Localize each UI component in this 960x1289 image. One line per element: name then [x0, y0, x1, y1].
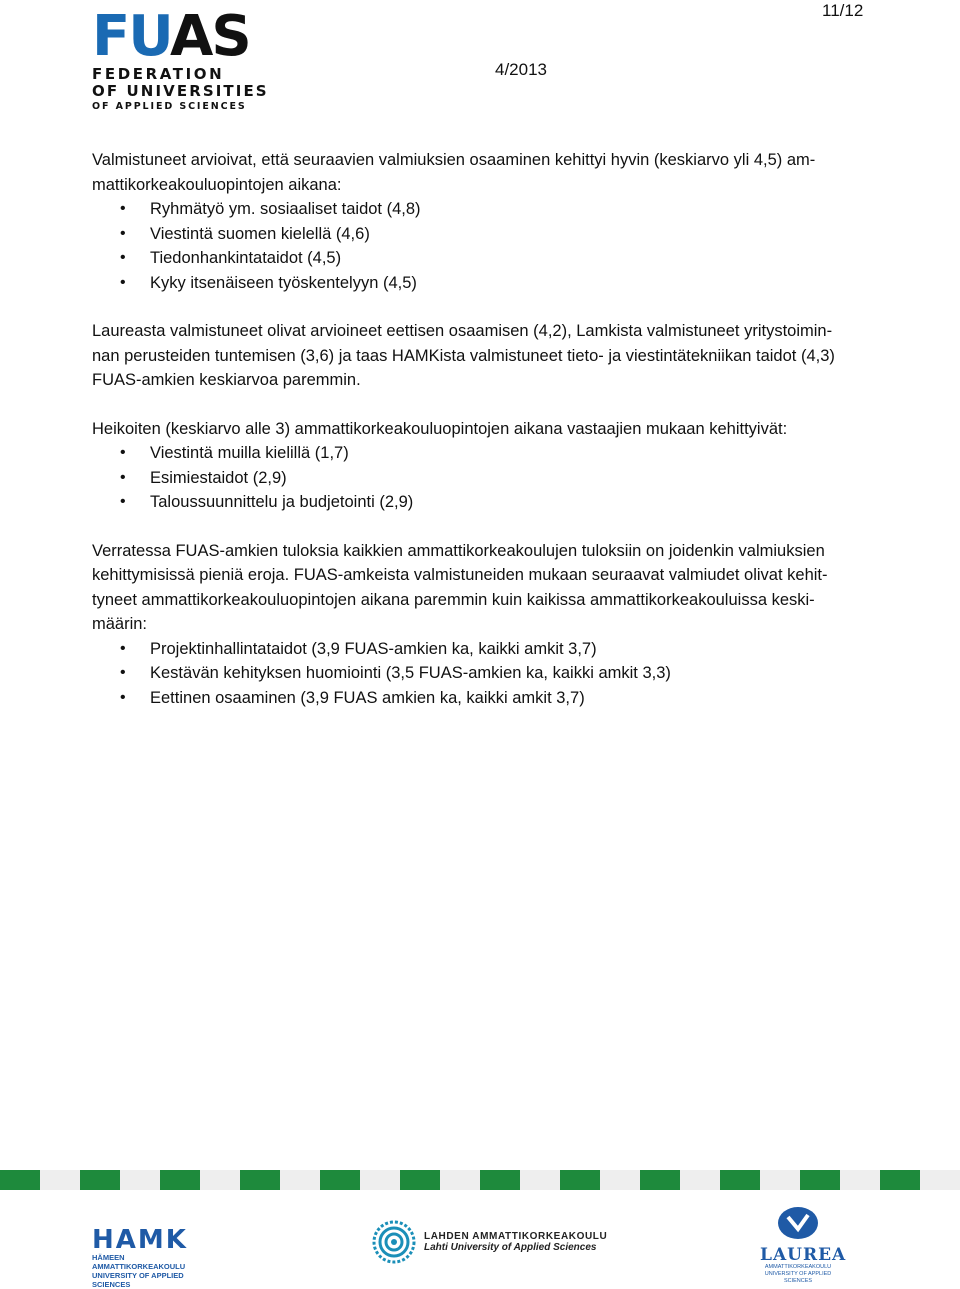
paragraph-intro-line2: mattikorkeakouluopintojen aikana:	[92, 175, 342, 194]
paragraph-weakest: Heikoiten (keskiarvo alle 3) ammattikorkeakouluopintojen aikana vastaajien mukaan kehittyivät:	[92, 419, 788, 438]
hamk-logo-name: HAMK	[92, 1225, 188, 1255]
document-body	[92, 148, 872, 710]
paragraph-line: Verratessa FUAS-amkien tuloksia kaikkien ammattikorkeakoulujen tuloksiin on joidenkin valmiuksien	[92, 541, 825, 560]
hamk-logo-sub1: HÄMEEN AMMATTIKORKEAKOULU	[92, 1253, 186, 1271]
laurea-logo-sub1: AMMATTIKORKEAKOULU	[764, 1264, 832, 1270]
fuas-logo-as: AS	[170, 4, 250, 69]
paragraph-line: nan perusteiden tuntemisen (3,6) ja taas HAMKista valmistuneet tieto- ja viestintätekniikan taidot (4,3)	[92, 346, 835, 365]
list-item: • Projektinhallintataidot (3,9 FUAS-amkien ka, kaikki amkit 3,7)	[92, 637, 872, 662]
paragraph-line: tyneet ammattikorkeakouluopintojen aikana paremmin kuin kaikissa ammattikorkeakouluissa keski-	[92, 590, 815, 609]
strong-skills-list	[92, 197, 872, 295]
fuas-logo-line1: FEDERATION	[92, 65, 225, 83]
list-item: • Kyky itsenäiseen työskentelyyn (4,5)	[92, 271, 872, 296]
paragraph-school-comparison	[92, 319, 872, 393]
footer-color-strip	[0, 1170, 960, 1190]
list-item: • Eettinen osaaminen (3,9 FUAS amkien ka, kaikki amkit 3,7)	[92, 686, 872, 711]
lamk-spiral-icon	[372, 1220, 416, 1264]
fuas-logo-line2: OF UNIVERSITIES	[92, 82, 269, 100]
paragraph-line: kehittymisissä pieniä eroja. FUAS-amkeista valmistuneiden mukaan seuraavat valmiudet olivat kehit-	[92, 566, 828, 584]
list-item: • Kestävän kehityksen huomiointi (3,5 FUAS-amkien ka, kaikki amkit 3,3)	[92, 661, 872, 686]
list-item: • Esimiestaidot (2,9)	[92, 466, 872, 491]
paragraph-line: Laureasta valmistuneet olivat arvioineet eettisen osaamisen (4,2), Lamkista valmistuneet yritystoimin-	[92, 322, 833, 340]
list-item: • Tiedonhankintataidot (4,5)	[92, 246, 872, 271]
fuas-logo-line3: OF APPLIED SCIENCES	[92, 101, 247, 112]
paragraph-line: määrin:	[92, 615, 148, 633]
list-item: • Viestintä muilla kielillä (1,7)	[92, 441, 872, 466]
laurea-logo-name: LAUREA	[760, 1245, 847, 1265]
list-item: • Taloussuunnittelu ja budjetointi (2,9)	[92, 490, 872, 515]
hamk-logo-sub2: UNIVERSITY OF APPLIED SCIENCES	[92, 1271, 184, 1289]
list-item: • Viestintä suomen kielellä (4,6)	[92, 222, 872, 247]
laurea-logo	[760, 1205, 847, 1285]
lamk-logo-line1: LAHDEN AMMATTIKORKEAKOULU	[424, 1231, 608, 1242]
paragraph-intro	[92, 148, 872, 197]
laurea-emblem-icon	[776, 1205, 820, 1241]
lamk-logo-line2: Lahti University of Applied Sciences	[424, 1242, 597, 1253]
paragraph-intro-line1: Valmistuneet arvioivat, että seuraavien valmiuksien osaaminen kehittyi hyvin (keskiarvo yli 4,5) am-	[92, 151, 816, 169]
laurea-logo-sub2: UNIVERSITY OF APPLIED SCIENCES	[764, 1271, 832, 1284]
fuas-logo-fu: FU	[92, 4, 171, 69]
weak-skills-list	[92, 441, 872, 515]
document-date: 4/2013	[495, 60, 547, 79]
fuas-logo	[92, 4, 269, 113]
hamk-logo	[92, 1227, 217, 1289]
better-skills-list	[92, 637, 872, 711]
paragraph-line: FUAS-amkien keskiarvoa paremmin.	[92, 371, 361, 389]
list-item: • Ryhmätyö ym. sosiaaliset taidot (4,8)	[92, 197, 872, 222]
lamk-logo	[372, 1220, 607, 1264]
page-number: 11/12	[822, 1, 864, 20]
paragraph-national-comparison	[92, 539, 872, 637]
